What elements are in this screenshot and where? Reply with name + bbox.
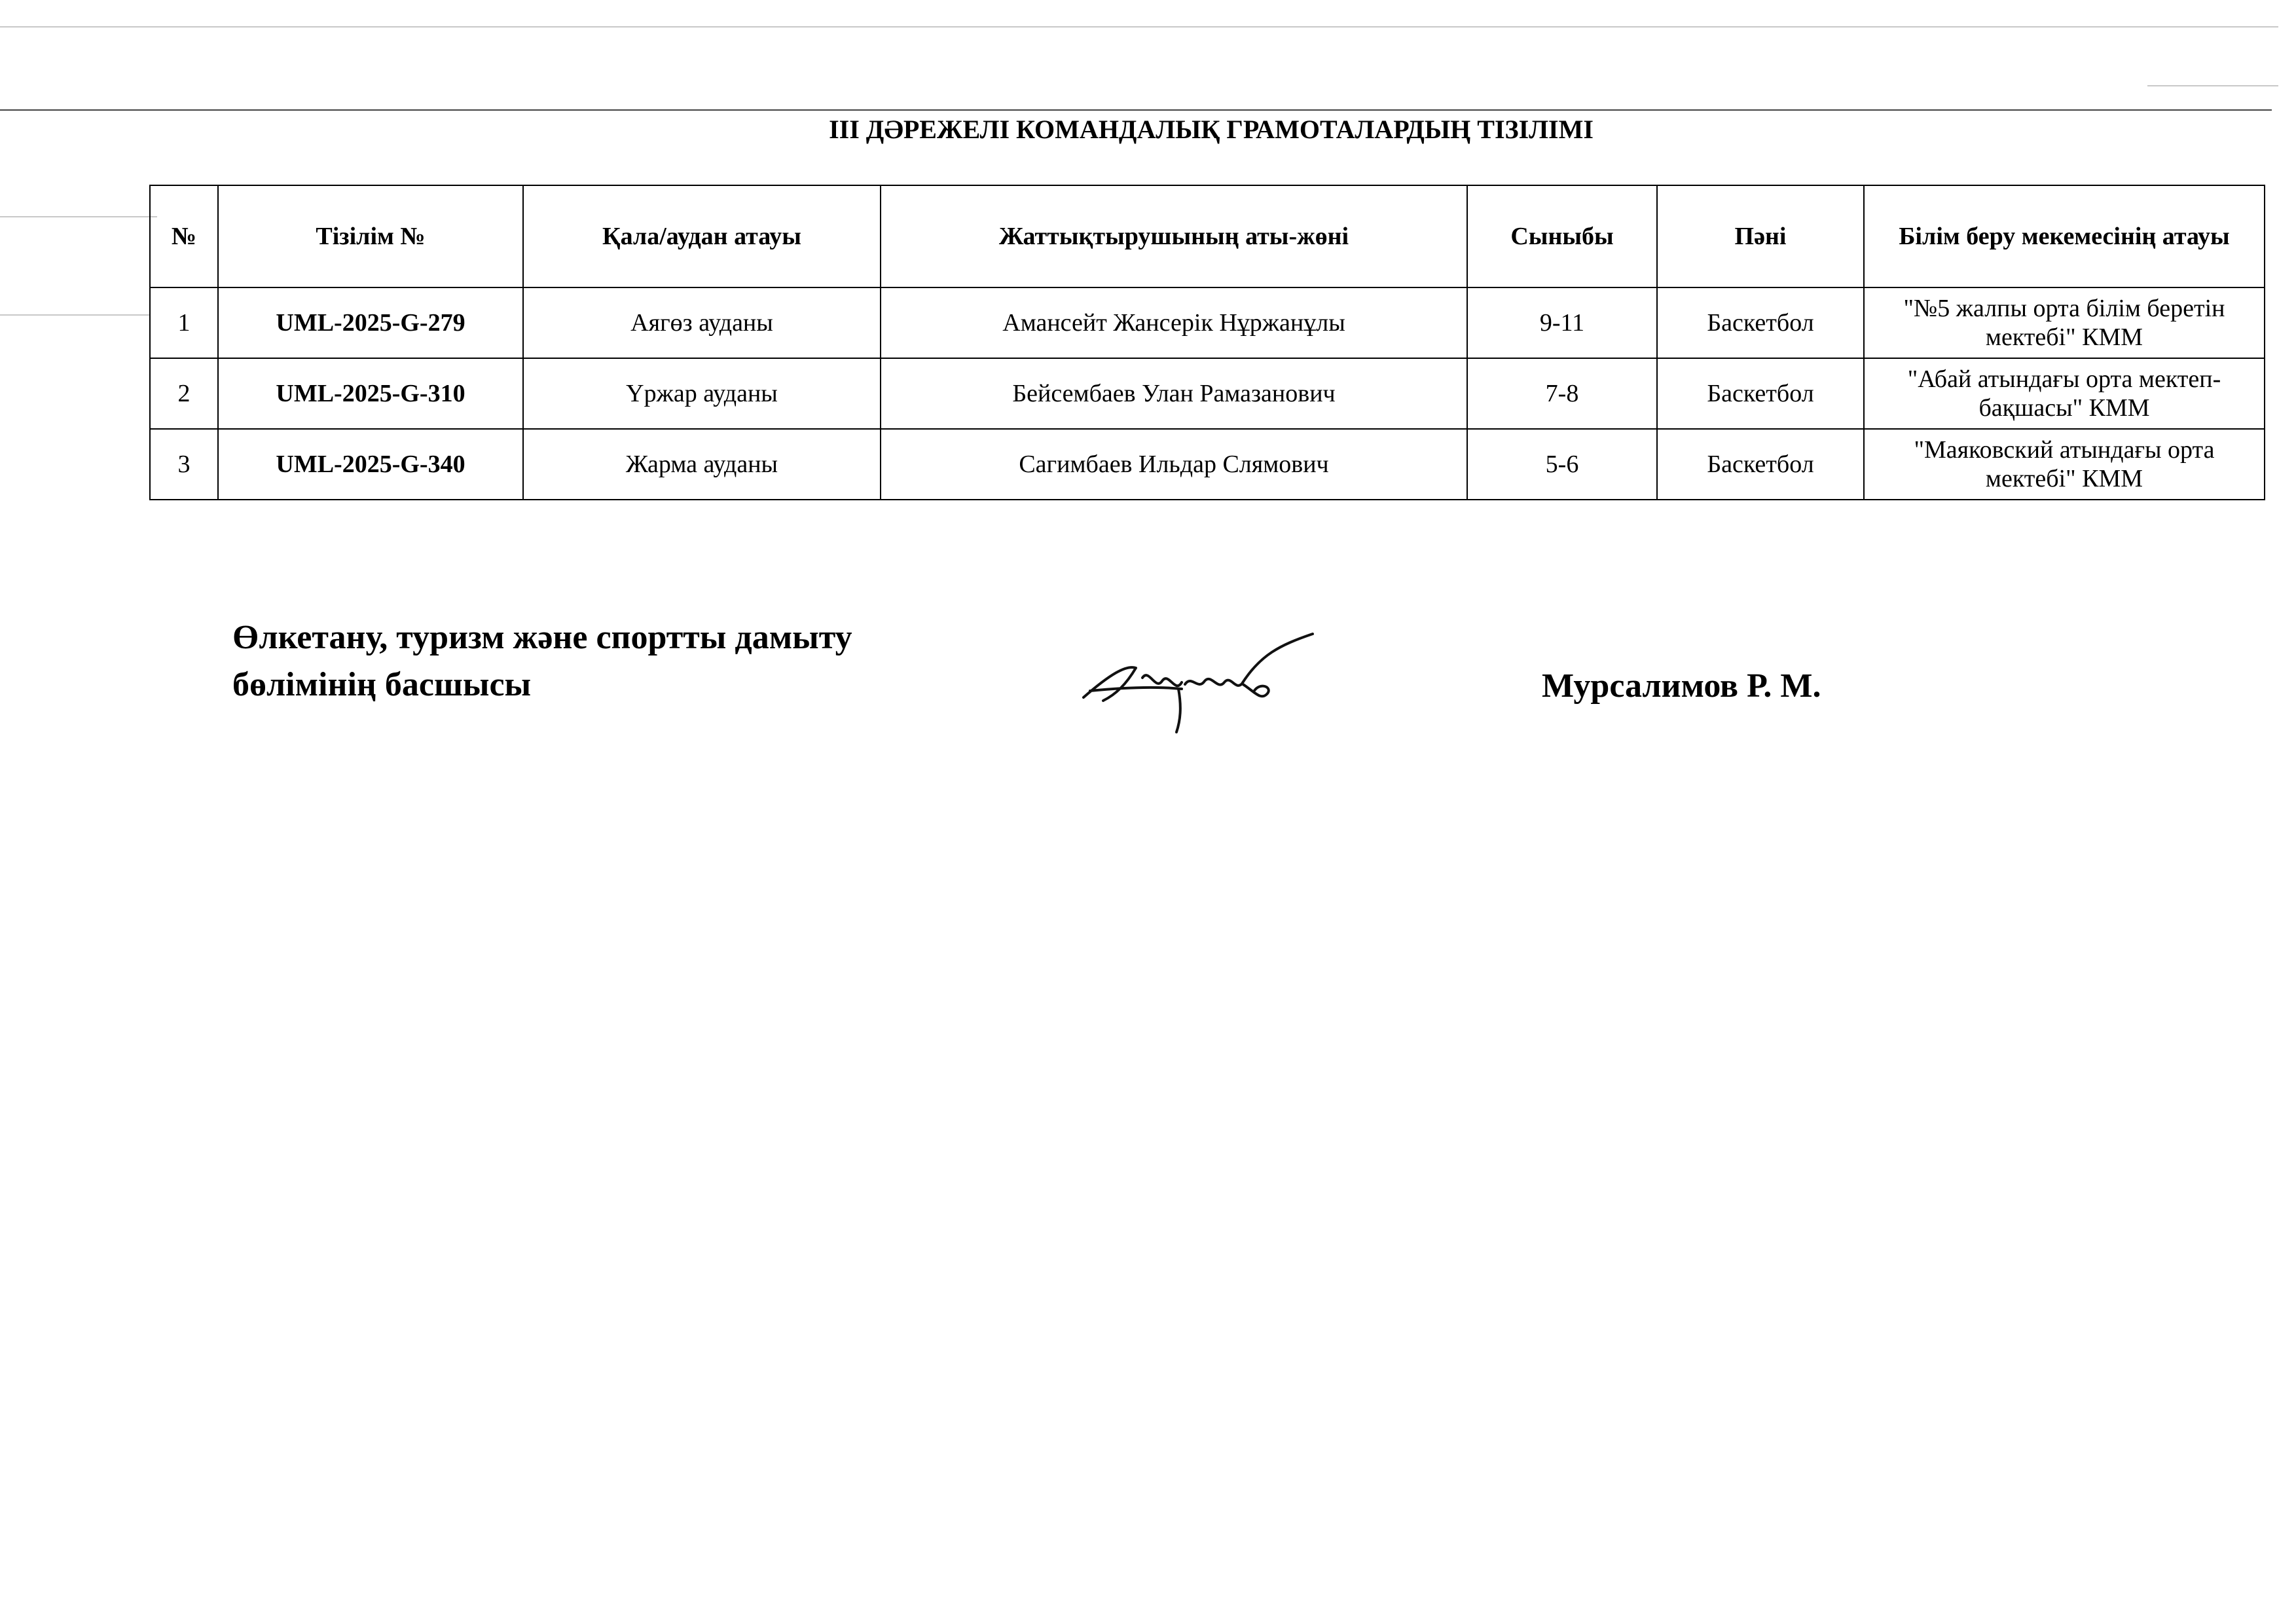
scan-artifact-line	[2147, 85, 2278, 86]
handwritten-signature	[1064, 629, 1326, 733]
document-title: III ДӘРЕЖЕЛІ КОМАНДАЛЫҚ ГРАМОТАЛАРДЫҢ ТІЗІЛІМІ	[829, 115, 1594, 144]
cell-number: 2	[150, 358, 218, 429]
cell-grade: 7-8	[1467, 358, 1657, 429]
cell-number: 1	[150, 287, 218, 358]
scan-artifact-line	[0, 26, 2278, 28]
cell-subject: Баскетбол	[1657, 287, 1864, 358]
cell-grade: 9-11	[1467, 287, 1657, 358]
cell-registry-number: UML-2025-G-310	[218, 358, 523, 429]
table-row	[150, 429, 2265, 500]
signatory-position	[232, 614, 852, 709]
header-coach: Жаттықтырушының аты-жөні	[881, 185, 1467, 287]
cell-subject: Баскетбол	[1657, 358, 1864, 429]
registry-table	[149, 185, 2265, 500]
cell-subject: Баскетбол	[1657, 429, 1864, 500]
cell-coach: Амансейт Жансерік Нұржанұлы	[881, 287, 1467, 358]
cell-district: Үржар ауданы	[523, 358, 881, 429]
cell-school: "Маяковский атындағы орта мектебі" КММ	[1864, 429, 2265, 500]
header-number: №	[150, 185, 218, 287]
cell-grade: 5-6	[1467, 429, 1657, 500]
table-header-row	[150, 185, 2265, 287]
cell-registry-number: UML-2025-G-340	[218, 429, 523, 500]
scan-artifact-line	[0, 314, 151, 316]
cell-coach: Сагимбаев Ильдар Слямович	[881, 429, 1467, 500]
cell-number: 3	[150, 429, 218, 500]
cell-district: Жарма ауданы	[523, 429, 881, 500]
header-subject: Пәні	[1657, 185, 1864, 287]
cell-district: Аягөз ауданы	[523, 287, 881, 358]
cell-school: "№5 жалпы орта білім беретін мектебі" КММ	[1864, 287, 2265, 358]
header-district: Қала/аудан атауы	[523, 185, 881, 287]
cell-school: "Абай атындағы орта мектеп-бақшасы" КММ	[1864, 358, 2265, 429]
signatory-position-line2: бөлімінің басшысы	[232, 666, 532, 703]
scan-artifact-line	[0, 216, 157, 217]
cell-coach: Бейсембаев Улан Рамазанович	[881, 358, 1467, 429]
signatory-name: Мурсалимов Р. М.	[1542, 667, 1821, 705]
header-school: Білім беру мекемесінің атауы	[1864, 185, 2265, 287]
cell-registry-number: UML-2025-G-279	[218, 287, 523, 358]
header-grade: Сыныбы	[1467, 185, 1657, 287]
header-registry-number: Тізілім №	[218, 185, 523, 287]
table-row	[150, 287, 2265, 358]
signatory-position-line1: Өлкетану, туризм және спортты дамыту	[232, 619, 852, 656]
table-row	[150, 358, 2265, 429]
